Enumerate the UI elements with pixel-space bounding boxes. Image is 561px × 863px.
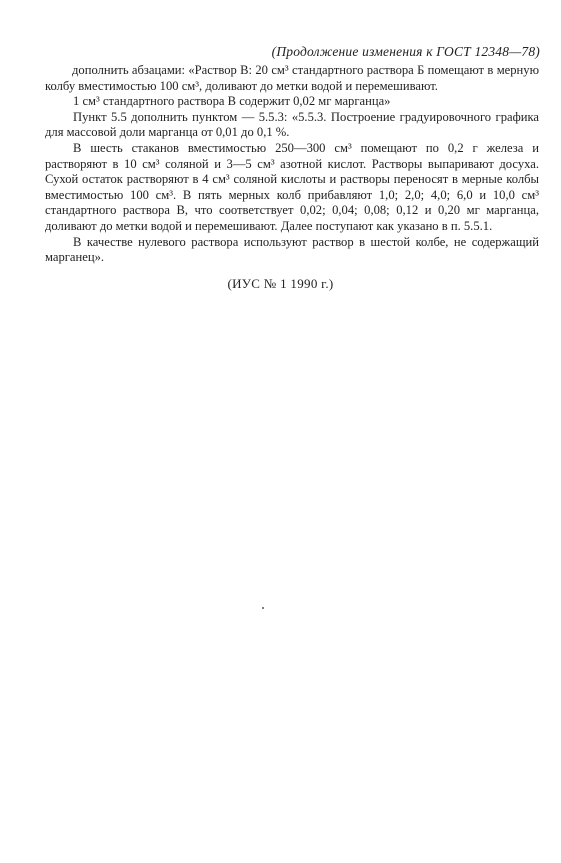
scan-speck <box>262 607 264 609</box>
publication-source: (ИУС № 1 1990 г.) <box>227 276 334 291</box>
amendment-text <box>45 63 539 266</box>
paragraph-solution-v: дополнить абзацами: «Раствор В: 20 см³ стандартного раствора Б помещают в мерную колбу вместимостью 100 см³, доливают до метки водой и перемешивают. <box>45 63 539 93</box>
running-header: (Продолжение изменения к ГОСТ 12348—78) <box>271 44 540 59</box>
paragraph-item-5-5-3: Пункт 5.5 дополнить пунктом — 5.5.3: «5.5.3. Построение градуировочного графика для массовой доли марганца от 0,01 до 0,1 %. <box>45 109 539 140</box>
paragraph-zero-solution: В качестве нулевого раствора используют раствор в шестой колбе, не содержащий марганец». <box>45 234 539 265</box>
paragraph-procedure: В шесть стаканов вместимостью 250—300 см³ помещают по 0,2 г железа и растворяют в 10 см³ соляной и 3—5 см³ азотной кислот. Растворы выпаривают досуха. Сухой остаток растворяют в 4 см³ соляной кислоты и растворы переносят в мерные колбы вместимостью 100 см³. В пять мерных колб прибавляют 1,0; 2,0; 4,0; 6,0 и 10,0 см³ стандартного раствора В, что соответствует 0,02; 0,04; 0,08; 0,12 и 0,20 мг марганца, доливают до метки водой и перемешивают. Далее поступают как указано в п. 5.5.1. <box>45 140 539 233</box>
paragraph-solution-v-content: 1 см³ стандартного раствора В содержит 0,02 мг марганца» <box>73 94 391 109</box>
